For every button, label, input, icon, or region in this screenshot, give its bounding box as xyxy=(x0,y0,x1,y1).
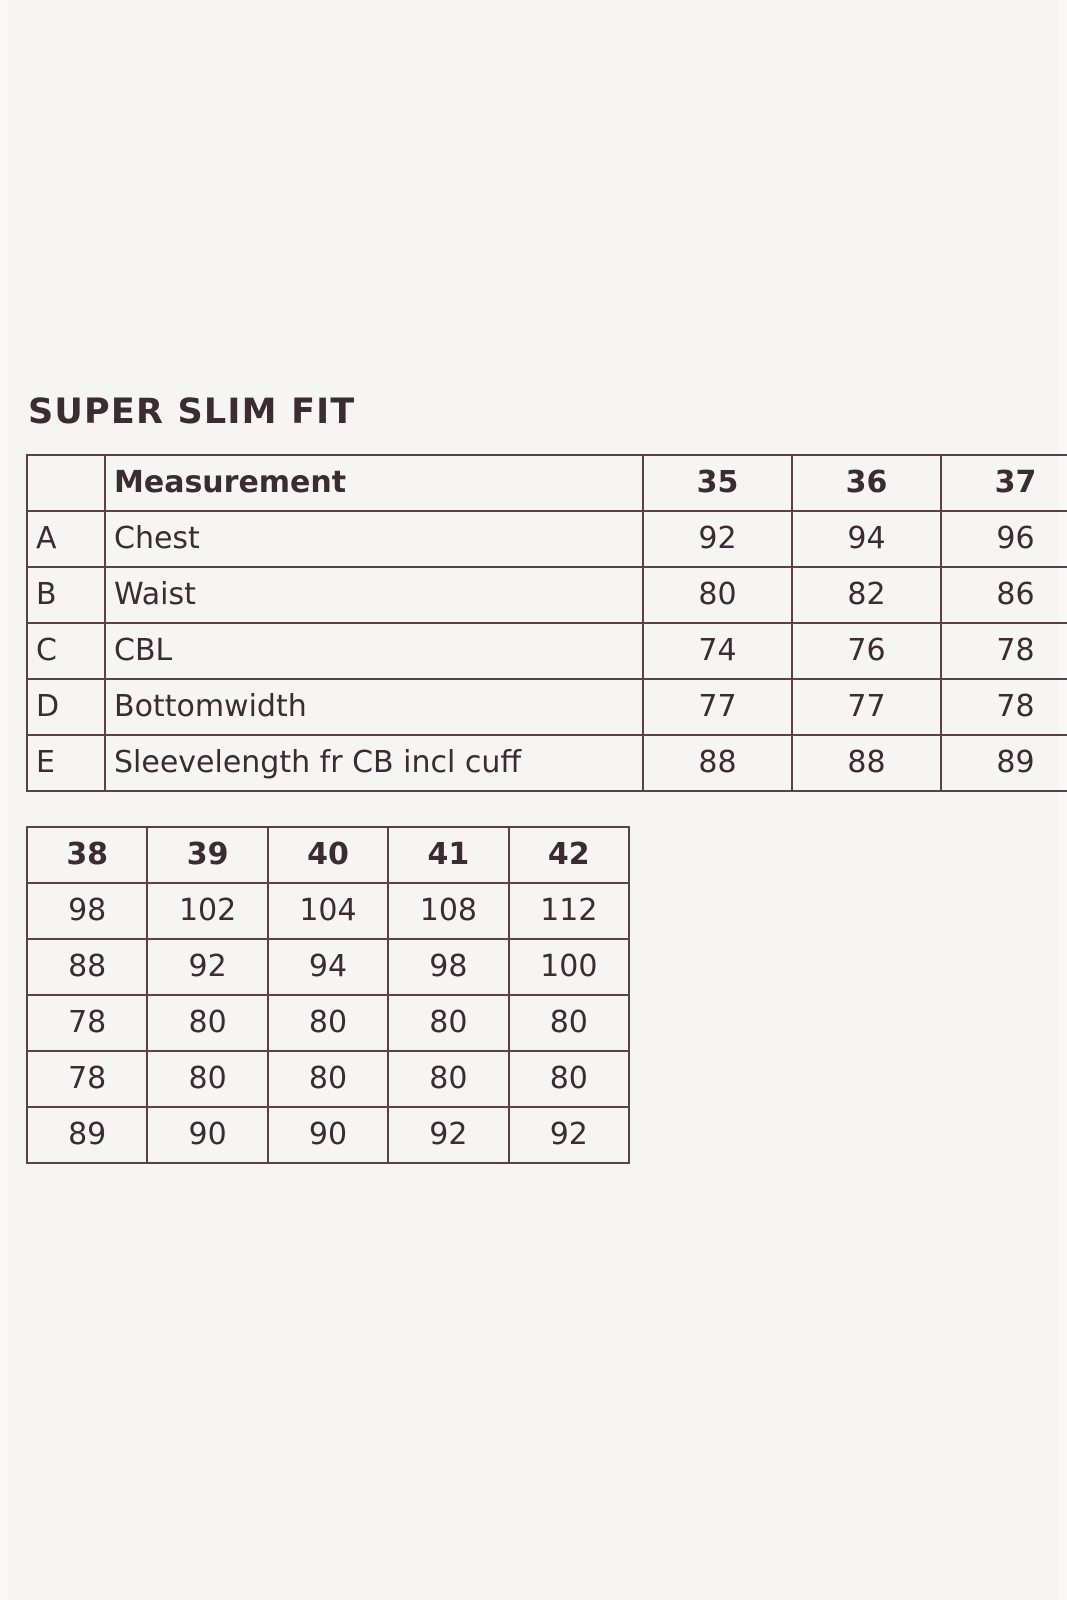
cell-cbl-40: 80 xyxy=(268,995,388,1051)
row-code-c: C xyxy=(27,623,105,679)
table-row xyxy=(27,1051,629,1107)
row-code-d: D xyxy=(27,679,105,735)
cell-chest-39: 102 xyxy=(147,883,267,939)
measurements-table-sizes-38-42 xyxy=(26,826,630,1164)
row-code-a: A xyxy=(27,511,105,567)
table-spacer xyxy=(26,792,1036,826)
cell-cbl-42: 80 xyxy=(509,995,629,1051)
header-measurement: Measurement xyxy=(105,455,643,511)
cell-chest-36: 94 xyxy=(792,511,941,567)
cell-sleevelength-38: 89 xyxy=(27,1107,147,1163)
table-header-row xyxy=(27,455,1067,511)
row-code-e: E xyxy=(27,735,105,791)
cell-waist-41: 98 xyxy=(388,939,508,995)
table-row xyxy=(27,995,629,1051)
table-row xyxy=(27,1107,629,1163)
cell-bottomwidth-41: 80 xyxy=(388,1051,508,1107)
cell-chest-37: 96 xyxy=(941,511,1067,567)
table-row xyxy=(27,567,1067,623)
header-size-37: 37 xyxy=(941,455,1067,511)
cell-sleevelength-40: 90 xyxy=(268,1107,388,1163)
header-size-42: 42 xyxy=(509,827,629,883)
cell-chest-42: 112 xyxy=(509,883,629,939)
size-chart-content xyxy=(26,392,1036,1164)
cell-waist-42: 100 xyxy=(509,939,629,995)
header-size-35: 35 xyxy=(643,455,792,511)
cell-chest-41: 108 xyxy=(388,883,508,939)
cell-cbl-36: 76 xyxy=(792,623,941,679)
row-label-cbl: CBL xyxy=(105,623,643,679)
cell-cbl-35: 74 xyxy=(643,623,792,679)
cell-chest-40: 104 xyxy=(268,883,388,939)
cell-chest-38: 98 xyxy=(27,883,147,939)
row-label-waist: Waist xyxy=(105,567,643,623)
cell-bottomwidth-35: 77 xyxy=(643,679,792,735)
table-row xyxy=(27,679,1067,735)
cell-waist-35: 80 xyxy=(643,567,792,623)
cell-bottomwidth-42: 80 xyxy=(509,1051,629,1107)
table-row xyxy=(27,511,1067,567)
header-size-38: 38 xyxy=(27,827,147,883)
measurements-table-sizes-35-37 xyxy=(26,454,1067,792)
cell-waist-39: 92 xyxy=(147,939,267,995)
header-code xyxy=(27,455,105,511)
cell-bottomwidth-39: 80 xyxy=(147,1051,267,1107)
cell-sleevelength-39: 90 xyxy=(147,1107,267,1163)
cell-cbl-39: 80 xyxy=(147,995,267,1051)
cell-sleevelength-37: 89 xyxy=(941,735,1067,791)
page-title: SUPER SLIM FIT xyxy=(28,392,356,432)
header-size-36: 36 xyxy=(792,455,941,511)
cell-bottomwidth-37: 78 xyxy=(941,679,1067,735)
header-size-39: 39 xyxy=(147,827,267,883)
cell-sleevelength-42: 92 xyxy=(509,1107,629,1163)
row-code-b: B xyxy=(27,567,105,623)
header-size-41: 41 xyxy=(388,827,508,883)
row-label-sleevelength: Sleevelength fr CB incl cuff xyxy=(105,735,643,791)
cell-bottomwidth-38: 78 xyxy=(27,1051,147,1107)
header-size-40: 40 xyxy=(268,827,388,883)
cell-sleevelength-35: 88 xyxy=(643,735,792,791)
cell-chest-35: 92 xyxy=(643,511,792,567)
table-row xyxy=(27,883,629,939)
cell-cbl-37: 78 xyxy=(941,623,1067,679)
cell-cbl-38: 78 xyxy=(27,995,147,1051)
cell-waist-36: 82 xyxy=(792,567,941,623)
row-label-bottomwidth: Bottomwidth xyxy=(105,679,643,735)
cell-sleevelength-41: 92 xyxy=(388,1107,508,1163)
row-label-chest: Chest xyxy=(105,511,643,567)
cell-waist-40: 94 xyxy=(268,939,388,995)
table-row xyxy=(27,735,1067,791)
table-row xyxy=(27,939,629,995)
cell-waist-37: 86 xyxy=(941,567,1067,623)
cell-bottomwidth-36: 77 xyxy=(792,679,941,735)
cell-sleevelength-36: 88 xyxy=(792,735,941,791)
table-header-row xyxy=(27,827,629,883)
cell-waist-38: 88 xyxy=(27,939,147,995)
cell-bottomwidth-40: 80 xyxy=(268,1051,388,1107)
cell-cbl-41: 80 xyxy=(388,995,508,1051)
table-row xyxy=(27,623,1067,679)
